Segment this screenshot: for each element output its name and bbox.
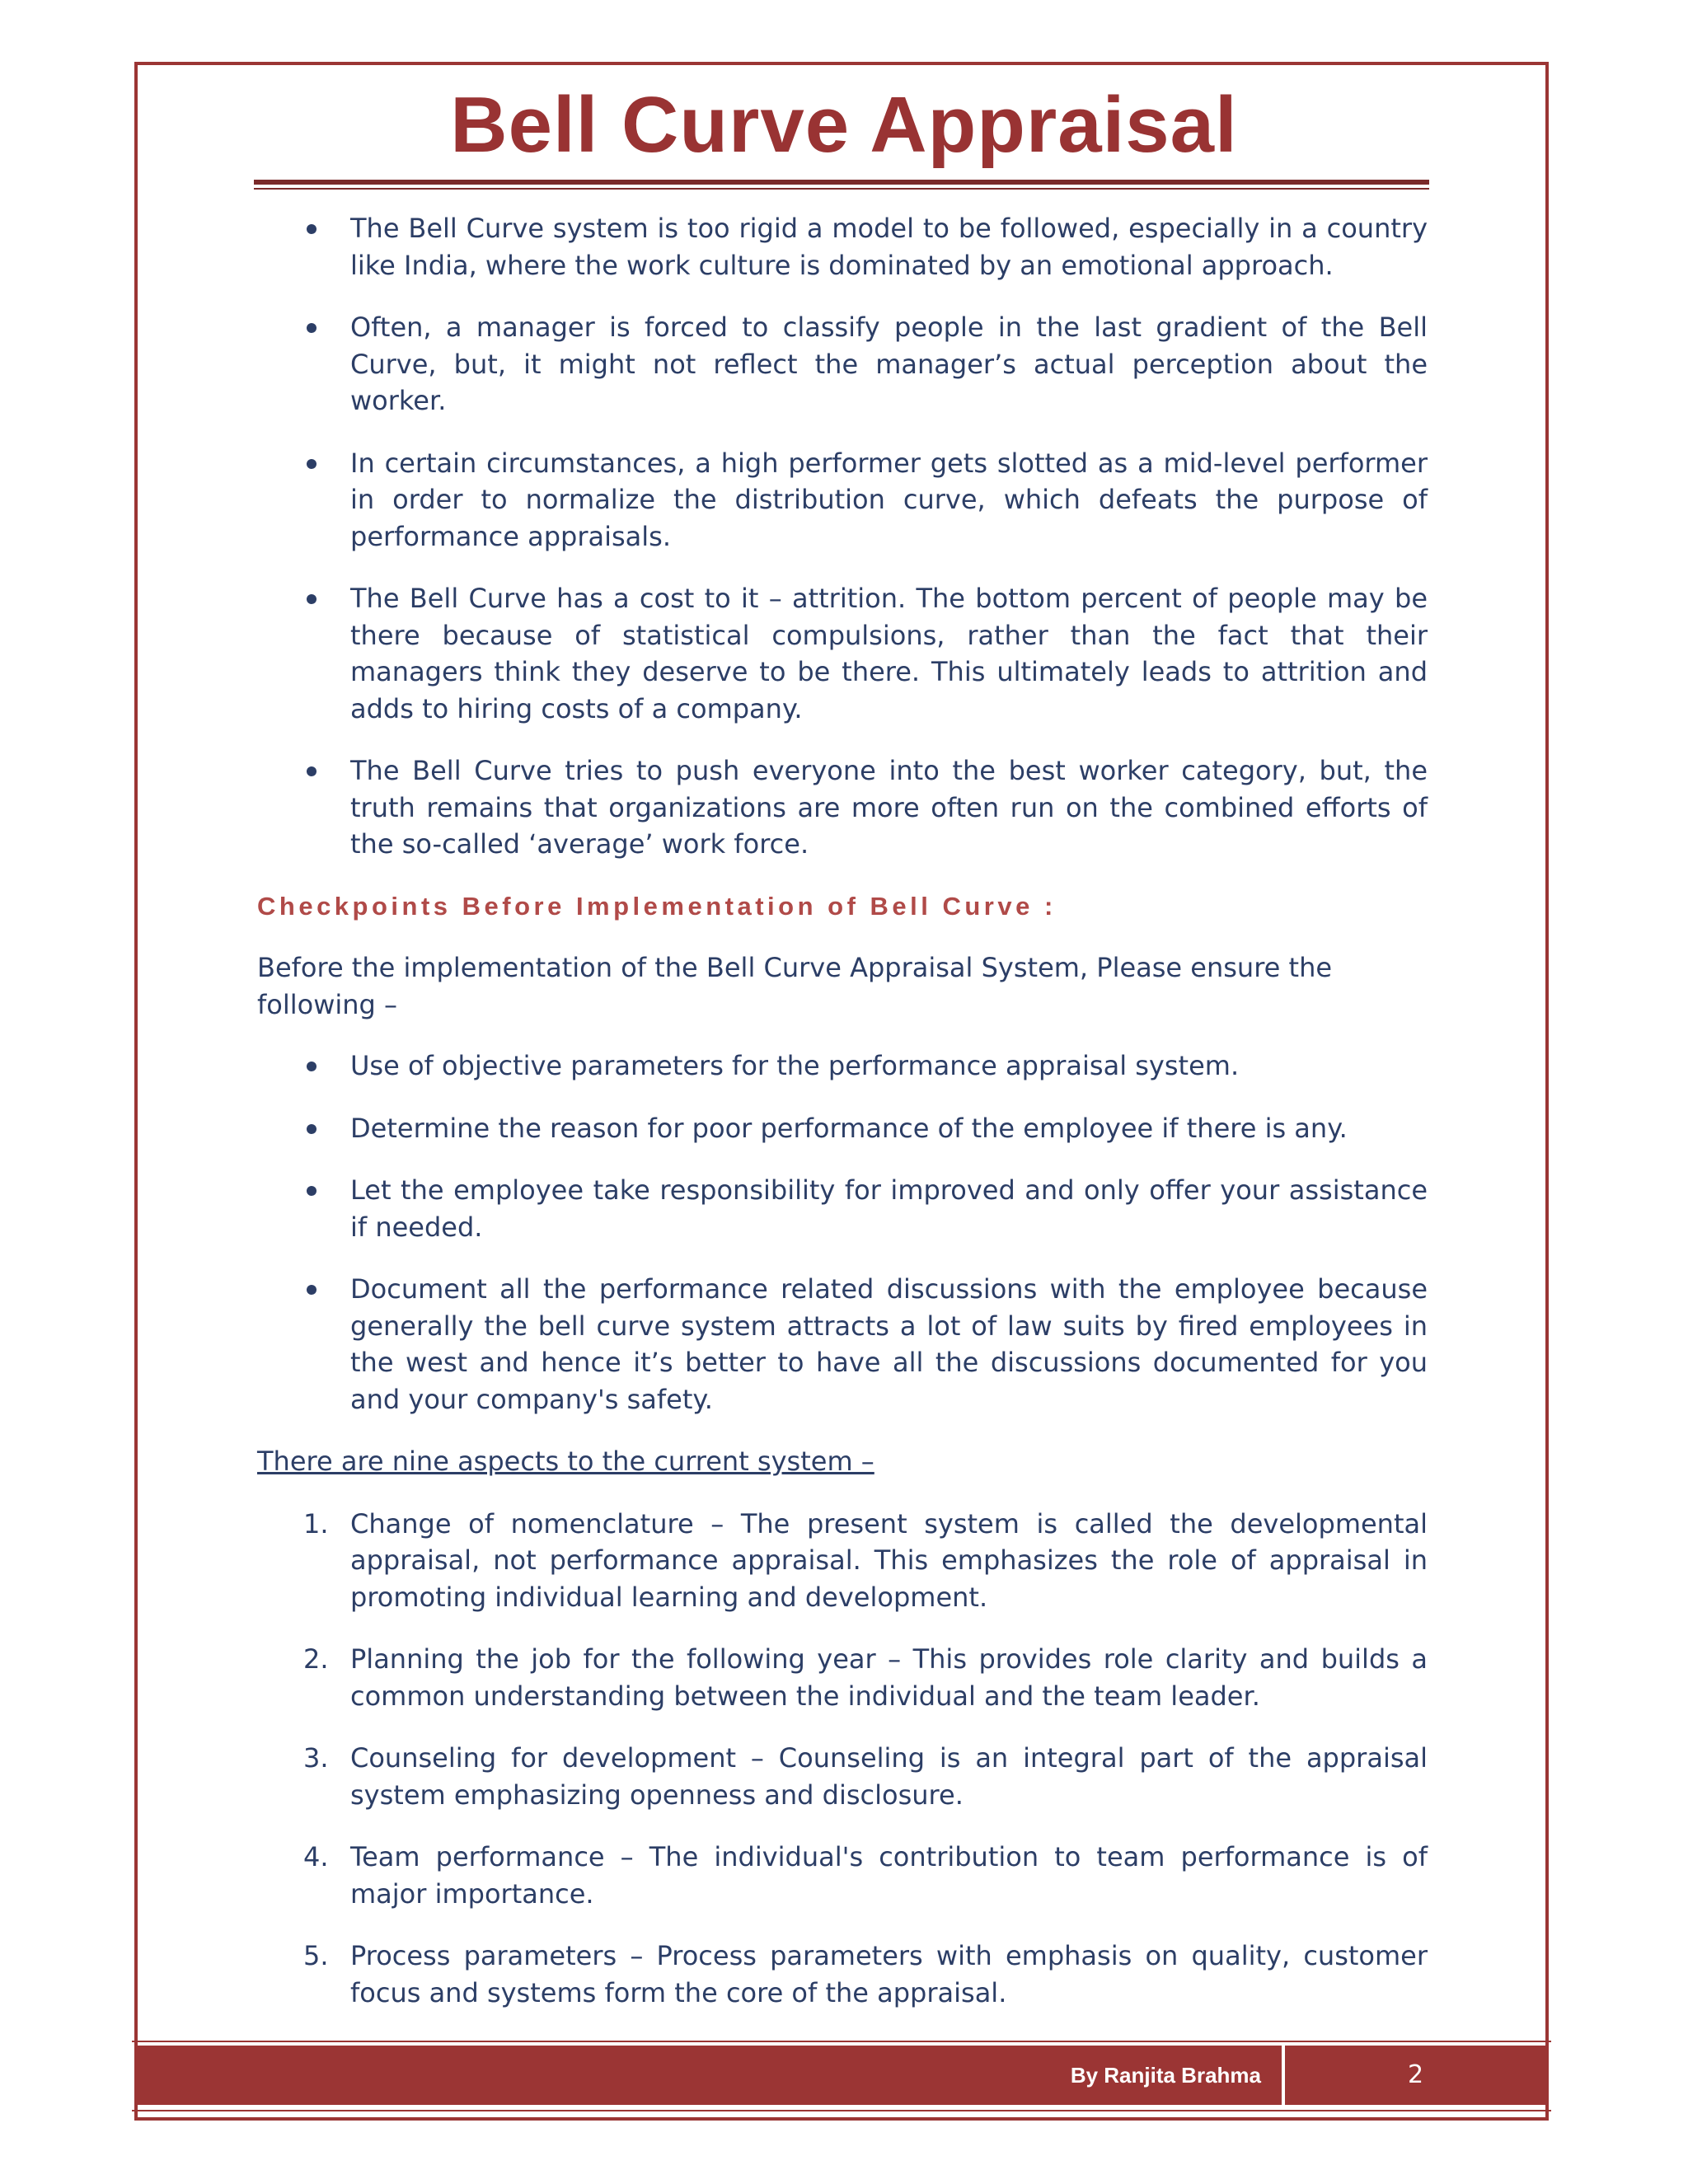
checkpoints-list <box>257 1047 1428 1418</box>
list-item: 3. Counseling for development – Counseling is an integral part of the appraisal system emphasizing openness and disclosure. <box>257 1740 1428 1813</box>
title-rule-thick <box>254 180 1429 185</box>
list-item: Often, a manager is forced to classify people in the last gradient of the Bell Curve, but, it might not reflect the manager’s actual perception about the worker. <box>257 309 1428 419</box>
page-title: Bell Curve Appraisal <box>450 81 1238 169</box>
bullet-icon <box>307 1285 316 1295</box>
item-number: 2. <box>303 1643 329 1675</box>
list-item: 1. Change of nomenclature – The present system is called the developmental appraisal, not performance appraisal. This emphasizes the role of appraisal in promoting individual learning and development. <box>257 1506 1428 1616</box>
list-item: The Bell Curve system is too rigid a model to be followed, especially in a country like India, where the work culture is dominated by an emotional approach. <box>257 210 1428 284</box>
checkpoints-intro: Before the implementation of the Bell Curve Appraisal System, Please ensure the following – <box>257 952 1333 1020</box>
aspects-heading: There are nine aspects to the current system – <box>257 1446 874 1477</box>
item-number: 5. <box>303 1940 329 1971</box>
bullet-icon <box>307 1186 316 1196</box>
list-item: Use of objective parameters for the performance appraisal system. <box>257 1047 1428 1085</box>
footer-rule-top <box>132 2041 1551 2042</box>
bullet-icon <box>307 1124 316 1134</box>
bullet-icon <box>307 594 316 604</box>
list-item: 5. Process parameters – Process parameters with emphasis on quality, customer focus and systems form the core of the appraisal. <box>257 1938 1428 2011</box>
list-item: Determine the reason for poor performance of the employee if there is any. <box>257 1110 1428 1147</box>
aspects-list <box>257 1506 1428 2012</box>
drawbacks-list <box>257 210 1428 863</box>
list-item: In certain circumstances, a high performer gets slotted as a mid-level performer in order to normalize the distribution curve, which defeats the purpose of performance appraisals. <box>257 445 1428 555</box>
list-item: 2. Planning the job for the following year – This provides role clarity and builds a common understanding between the individual and the team leader. <box>257 1641 1428 1714</box>
item-number: 1. <box>303 1507 329 1540</box>
list-item: The Bell Curve tries to push everyone into the best worker category, but, the truth remains that organizations are more often run on the combined efforts of the so-called ‘average’ work force. <box>257 752 1428 863</box>
bullet-icon <box>307 766 316 776</box>
bullet-icon <box>307 323 316 333</box>
item-number: 4. <box>303 1841 329 1872</box>
list-item: Document all the performance related discussions with the employee because generally the bell curve system attracts a lot of law suits by fired employees in the west and hence it’s better to have all the discussions documented for you and your company's safety. <box>257 1271 1428 1418</box>
title-rule-thin <box>254 188 1429 190</box>
bullet-icon <box>307 224 316 234</box>
bullet-icon <box>307 459 316 469</box>
main-content <box>257 210 1428 2036</box>
footer-author: By Ranjita Brahma <box>1070 2063 1261 2088</box>
list-item: Let the employee take responsibility for improved and only offer your assistance if needed. <box>257 1172 1428 1245</box>
page-number: 2 <box>1407 2060 1424 2089</box>
footer-rule-bottom <box>132 2110 1551 2111</box>
bullet-icon <box>307 1062 316 1071</box>
checkpoints-heading: Checkpoints Before Implementation of Bell Curve : <box>257 891 1057 921</box>
list-item: The Bell Curve has a cost to it – attrition. The bottom percent of people may be there because of statistical compulsions, rather than the fact that their managers think they deserve to be there. This ultimately leads to attrition and adds to hiring costs of a company. <box>257 580 1428 727</box>
item-number: 3. <box>303 1742 329 1774</box>
list-item: 4. Team performance – The individual's contribution to team performance is of major importance. <box>257 1839 1428 1912</box>
